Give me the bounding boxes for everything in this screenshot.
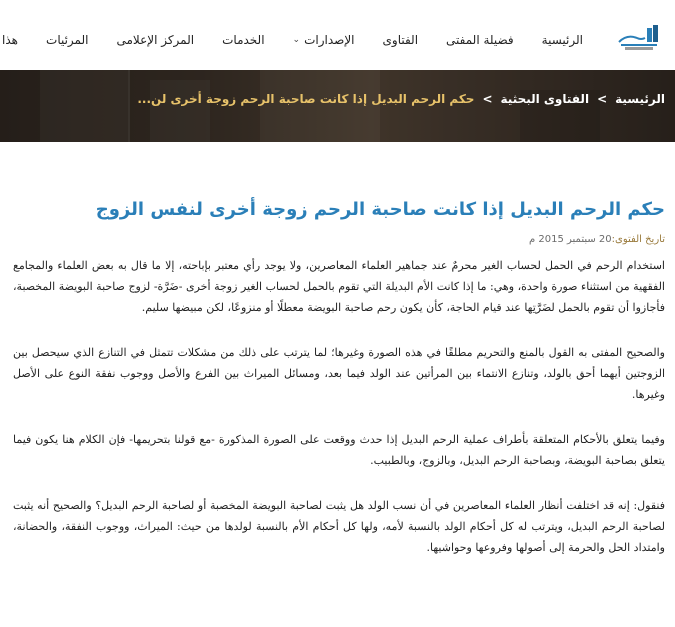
site-logo[interactable]	[617, 24, 661, 54]
nav-item-publications[interactable]	[293, 33, 355, 47]
nav-item-label: المركز الإعلامى	[116, 33, 195, 47]
nav-item-services[interactable]	[222, 33, 264, 47]
date-value: 20 سبتمبر 2015 م	[529, 234, 612, 245]
nav-item-media-center[interactable]	[116, 33, 194, 47]
nav-item-fatwas[interactable]	[383, 33, 419, 47]
breadcrumb-separator-icon: >	[482, 92, 493, 106]
hero-banner	[0, 70, 675, 142]
breadcrumb-home[interactable]: الرئيسية	[615, 92, 665, 106]
chevron-down-icon: ⌄	[292, 35, 301, 45]
nav-item-home[interactable]	[542, 33, 583, 47]
banner-overlay	[0, 70, 675, 142]
breadcrumb	[137, 92, 665, 106]
article	[13, 196, 665, 582]
nav-item-more[interactable]	[2, 33, 18, 47]
nav-item-mufti[interactable]	[446, 33, 514, 47]
article-title: حكم الرحم البديل إذا كانت صاحبة الرحم زوجة أخرى لنفس الزوج	[95, 199, 665, 220]
article-paragraph: والصحيح المفتى به القول بالمنع والتحريم مطلقًا في هذه الصورة وغيرها؛ لما يترتب على ذلك من مشكلات تتمثل في التنازع الذي سيحصل بين الزوجتين أيهما أحق بالولد، وتنازع الانتماء بين المرأتين عند الولد فيما بعد، ومسائل الميراث بين الفرع والأصل ووجوب نفقة النوع على الأصل وغيرها.	[13, 346, 665, 401]
nav-item-videos[interactable]	[46, 33, 88, 47]
article-paragraph: استخدام الرحم في الحمل لحساب الغير محرمٌ عند جماهير العلماء المعاصرين، ولا يوجد رأي معتبر بإباحته، إلا ما قال به بعض العلماء والمجامع الفقهية من استثناء صورة واحدة، وهي: ما إذا كانت الأم البديلة التي تقوم بالحمل لحساب الغير زوجة أخرى -ضَرَّة- لزوج صاحبة البويضة المخصبة، فأجازوا أن تقوم بالحمل لضَرَّتِها عند قيام الحاجة، كأن يكون رحم صاحبة البويضة معطلًا أو منزوعًا، لكن مبيضها سليم.	[13, 259, 665, 314]
article-paragraph: وفيما يتعلق بالأحكام المتعلقة بأطراف عملية الرحم البديل إذا حدث ووقعت على الصورة المذكورة -مع قولنا بتحريمها- فإن الكلام هنا يكون فيما يتعلق بصاحبة البويضة، وبصاحبة الرحم البديل، وبالزوج، وبالطبيب.	[13, 433, 665, 467]
breadcrumb-section[interactable]: الفتاوى البحثية	[500, 92, 590, 106]
site-header	[0, 0, 675, 70]
nav-item-label: فضيلة المفتى	[446, 33, 514, 47]
nav-item-label: الإصدارات	[304, 33, 355, 47]
date-label: تاريخ الفتوى:	[611, 234, 665, 245]
nav-item-label: المرئيات	[46, 33, 89, 47]
nav-item-label: الفتاوى	[382, 33, 419, 47]
nav-item-label: هذا	[2, 33, 19, 47]
nav-item-label: الخدمات	[222, 33, 265, 47]
nav-item-label: الرئيسية	[541, 33, 583, 47]
breadcrumb-separator-icon: >	[597, 92, 608, 106]
article-paragraph: فنقول: إنه قد اختلفت أنظار العلماء المعاصرين في أن نسب الولد هل يثبت لصاحبة البويضة المخصبة أو لصاحبة الرحم البديل؟ والصحيح أنه يثبت لصاحبة الرحم البديل، ويترتب له كل أحكام الولد بالنسبة لأمه، ولها كل أحكام الأم بالنسبة لولدها من حيث: الميراث، ووجوب النفقة، والحضانة، وامتداد الحل والحرمة إلى أصولها وفروعها وحواشيها.	[13, 499, 665, 554]
fatwa-date	[13, 234, 665, 245]
main-nav	[0, 30, 583, 50]
breadcrumb-current: حكم الرحم البديل إذا كانت صاحبة الرحم زوجة أخرى لن...	[137, 92, 475, 106]
logo-emblem-icon	[617, 24, 661, 54]
